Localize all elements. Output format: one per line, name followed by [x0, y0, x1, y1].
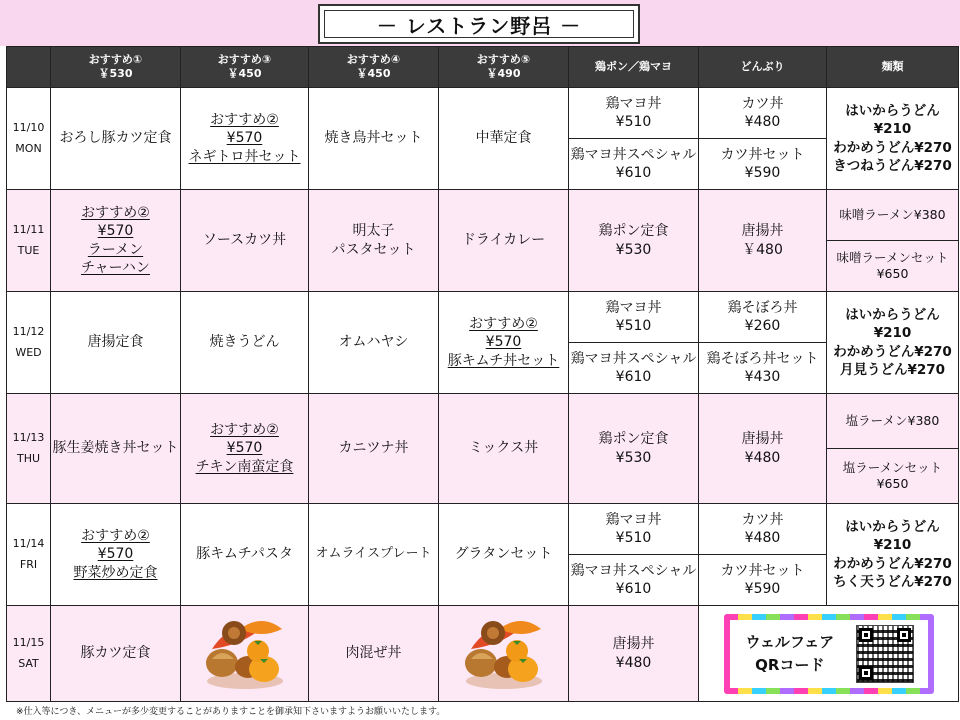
menu-item: カツ丼セット ¥590: [699, 555, 827, 606]
menu-item: 焼きうどん: [181, 292, 309, 394]
menu-item: 鶏ポン定食 ¥530: [569, 394, 699, 504]
menu-item: カニツナ丼: [309, 394, 439, 504]
menu-item: ミックス丼: [439, 394, 569, 504]
menu-item: 中華定食: [439, 88, 569, 190]
qr-label: ウェルフェア QRコード: [745, 633, 835, 674]
menu-item: 明太子 パスタセット: [309, 190, 439, 292]
welfare-qr-card[interactable]: [724, 614, 934, 694]
menu-item: 豚カツ定食: [51, 606, 181, 702]
day-cell: 11/11 TUE: [7, 190, 51, 292]
menu-item: 鶏マヨ丼 ¥510: [569, 292, 699, 343]
menu-item: 唐揚丼 ¥480: [569, 606, 699, 702]
autumn-harvest-icon: [439, 606, 569, 702]
row-thu-a: [7, 394, 959, 449]
menu-item: はいからうどん¥210 わかめうどん¥270 ちく天うどん¥270: [827, 504, 959, 606]
menu-item: 塩ラーメンセット ¥650: [827, 449, 959, 504]
row-mon-a: [7, 88, 959, 139]
menu-item: おすすめ② ¥570 チキン南蛮定食: [181, 394, 309, 504]
autumn-harvest-icon: [459, 611, 549, 691]
day-cell: 11/13 THU: [7, 394, 51, 504]
row-tue-a: [7, 190, 959, 241]
header-row: [7, 47, 959, 88]
day-cell: 11/12 WED: [7, 292, 51, 394]
menu-item: 鶏ポン定食 ¥530: [569, 190, 699, 292]
menu-item: 焼き鳥丼セット: [309, 88, 439, 190]
title-box: [318, 4, 640, 44]
day-cell: 11/14 FRI: [7, 504, 51, 606]
menu-item: 鶏マヨ丼 ¥510: [569, 88, 699, 139]
menu-item: 豚生姜焼き丼セット: [51, 394, 181, 504]
header-men: 麺類: [827, 47, 959, 88]
menu-item: ドライカレー: [439, 190, 569, 292]
qr-code-icon[interactable]: [856, 625, 914, 683]
menu-item: グラタンセット: [439, 504, 569, 606]
menu-item: はいからうどん¥210 わかめうどん¥270 月見うどん¥270: [827, 292, 959, 394]
menu-item: 塩ラーメン¥380: [827, 394, 959, 449]
footnote: ※仕入等につき、メニューが多少変更することがありますことを御承知下さいますようお願いいたします。: [16, 707, 446, 717]
row-sat: [7, 606, 959, 702]
header-tori: 鶏ポン／鶏マヨ: [569, 47, 699, 88]
menu-item: オムハヤシ: [309, 292, 439, 394]
menu-item: おすすめ② ¥570 ネギトロ丼セット: [181, 88, 309, 190]
header-don: どんぶり: [699, 47, 827, 88]
header-rec3: おすすめ③ ￥450: [181, 47, 309, 88]
header-rec1: おすすめ① ￥530: [51, 47, 181, 88]
menu-item: 鶏マヨ丼スペシャル ¥610: [569, 139, 699, 190]
menu-item: おすすめ② ¥570 豚キムチ丼セット: [439, 292, 569, 394]
menu-item: おすすめ② ¥570 野菜炒め定食: [51, 504, 181, 606]
menu-item: はいからうどん¥210 わかめうどん¥270 きつねうどん¥270: [827, 88, 959, 190]
autumn-harvest-icon: [200, 611, 290, 691]
menu-item: 唐揚丼 ¥480: [699, 394, 827, 504]
row-fri-a: [7, 504, 959, 555]
menu-item: カツ丼 ¥480: [699, 88, 827, 139]
menu-item: 鶏そぼろ丼セット ¥430: [699, 343, 827, 394]
day-cell: 11/15 SAT: [7, 606, 51, 702]
header-corner: [7, 47, 51, 88]
menu-item: カツ丼セット ¥590: [699, 139, 827, 190]
menu-item: 鶏そぼろ丼 ¥260: [699, 292, 827, 343]
menu-item: 鶏マヨ丼 ¥510: [569, 504, 699, 555]
menu-item: 鶏マヨ丼スペシャル ¥610: [569, 343, 699, 394]
menu-item: おすすめ② ¥570 ラーメン チャーハン: [51, 190, 181, 292]
menu-item: 鶏マヨ丼スペシャル ¥610: [569, 555, 699, 606]
menu-item: 味噌ラーメン¥380: [827, 190, 959, 241]
menu-item: おろし豚カツ定食: [51, 88, 181, 190]
autumn-harvest-icon: [181, 606, 309, 702]
weekly-menu-table: [6, 46, 959, 702]
header-rec4: おすすめ④ ￥450: [309, 47, 439, 88]
menu-item: オムライスプレート: [309, 504, 439, 606]
qr-cell: [699, 606, 959, 702]
menu-item: 唐揚定食: [51, 292, 181, 394]
row-wed-a: [7, 292, 959, 343]
day-cell: 11/10 MON: [7, 88, 51, 190]
menu-item: 肉混ぜ丼: [309, 606, 439, 702]
header-rec5: おすすめ⑤ ￥490: [439, 47, 569, 88]
restaurant-title: － レストラン野呂 －: [324, 10, 634, 38]
menu-item: 豚キムチパスタ: [181, 504, 309, 606]
menu-item: カツ丼 ¥480: [699, 504, 827, 555]
menu-item: ソースカツ丼: [181, 190, 309, 292]
menu-item: 味噌ラーメンセット ¥650: [827, 241, 959, 292]
menu-item: 唐揚丼 ￥480: [699, 190, 827, 292]
